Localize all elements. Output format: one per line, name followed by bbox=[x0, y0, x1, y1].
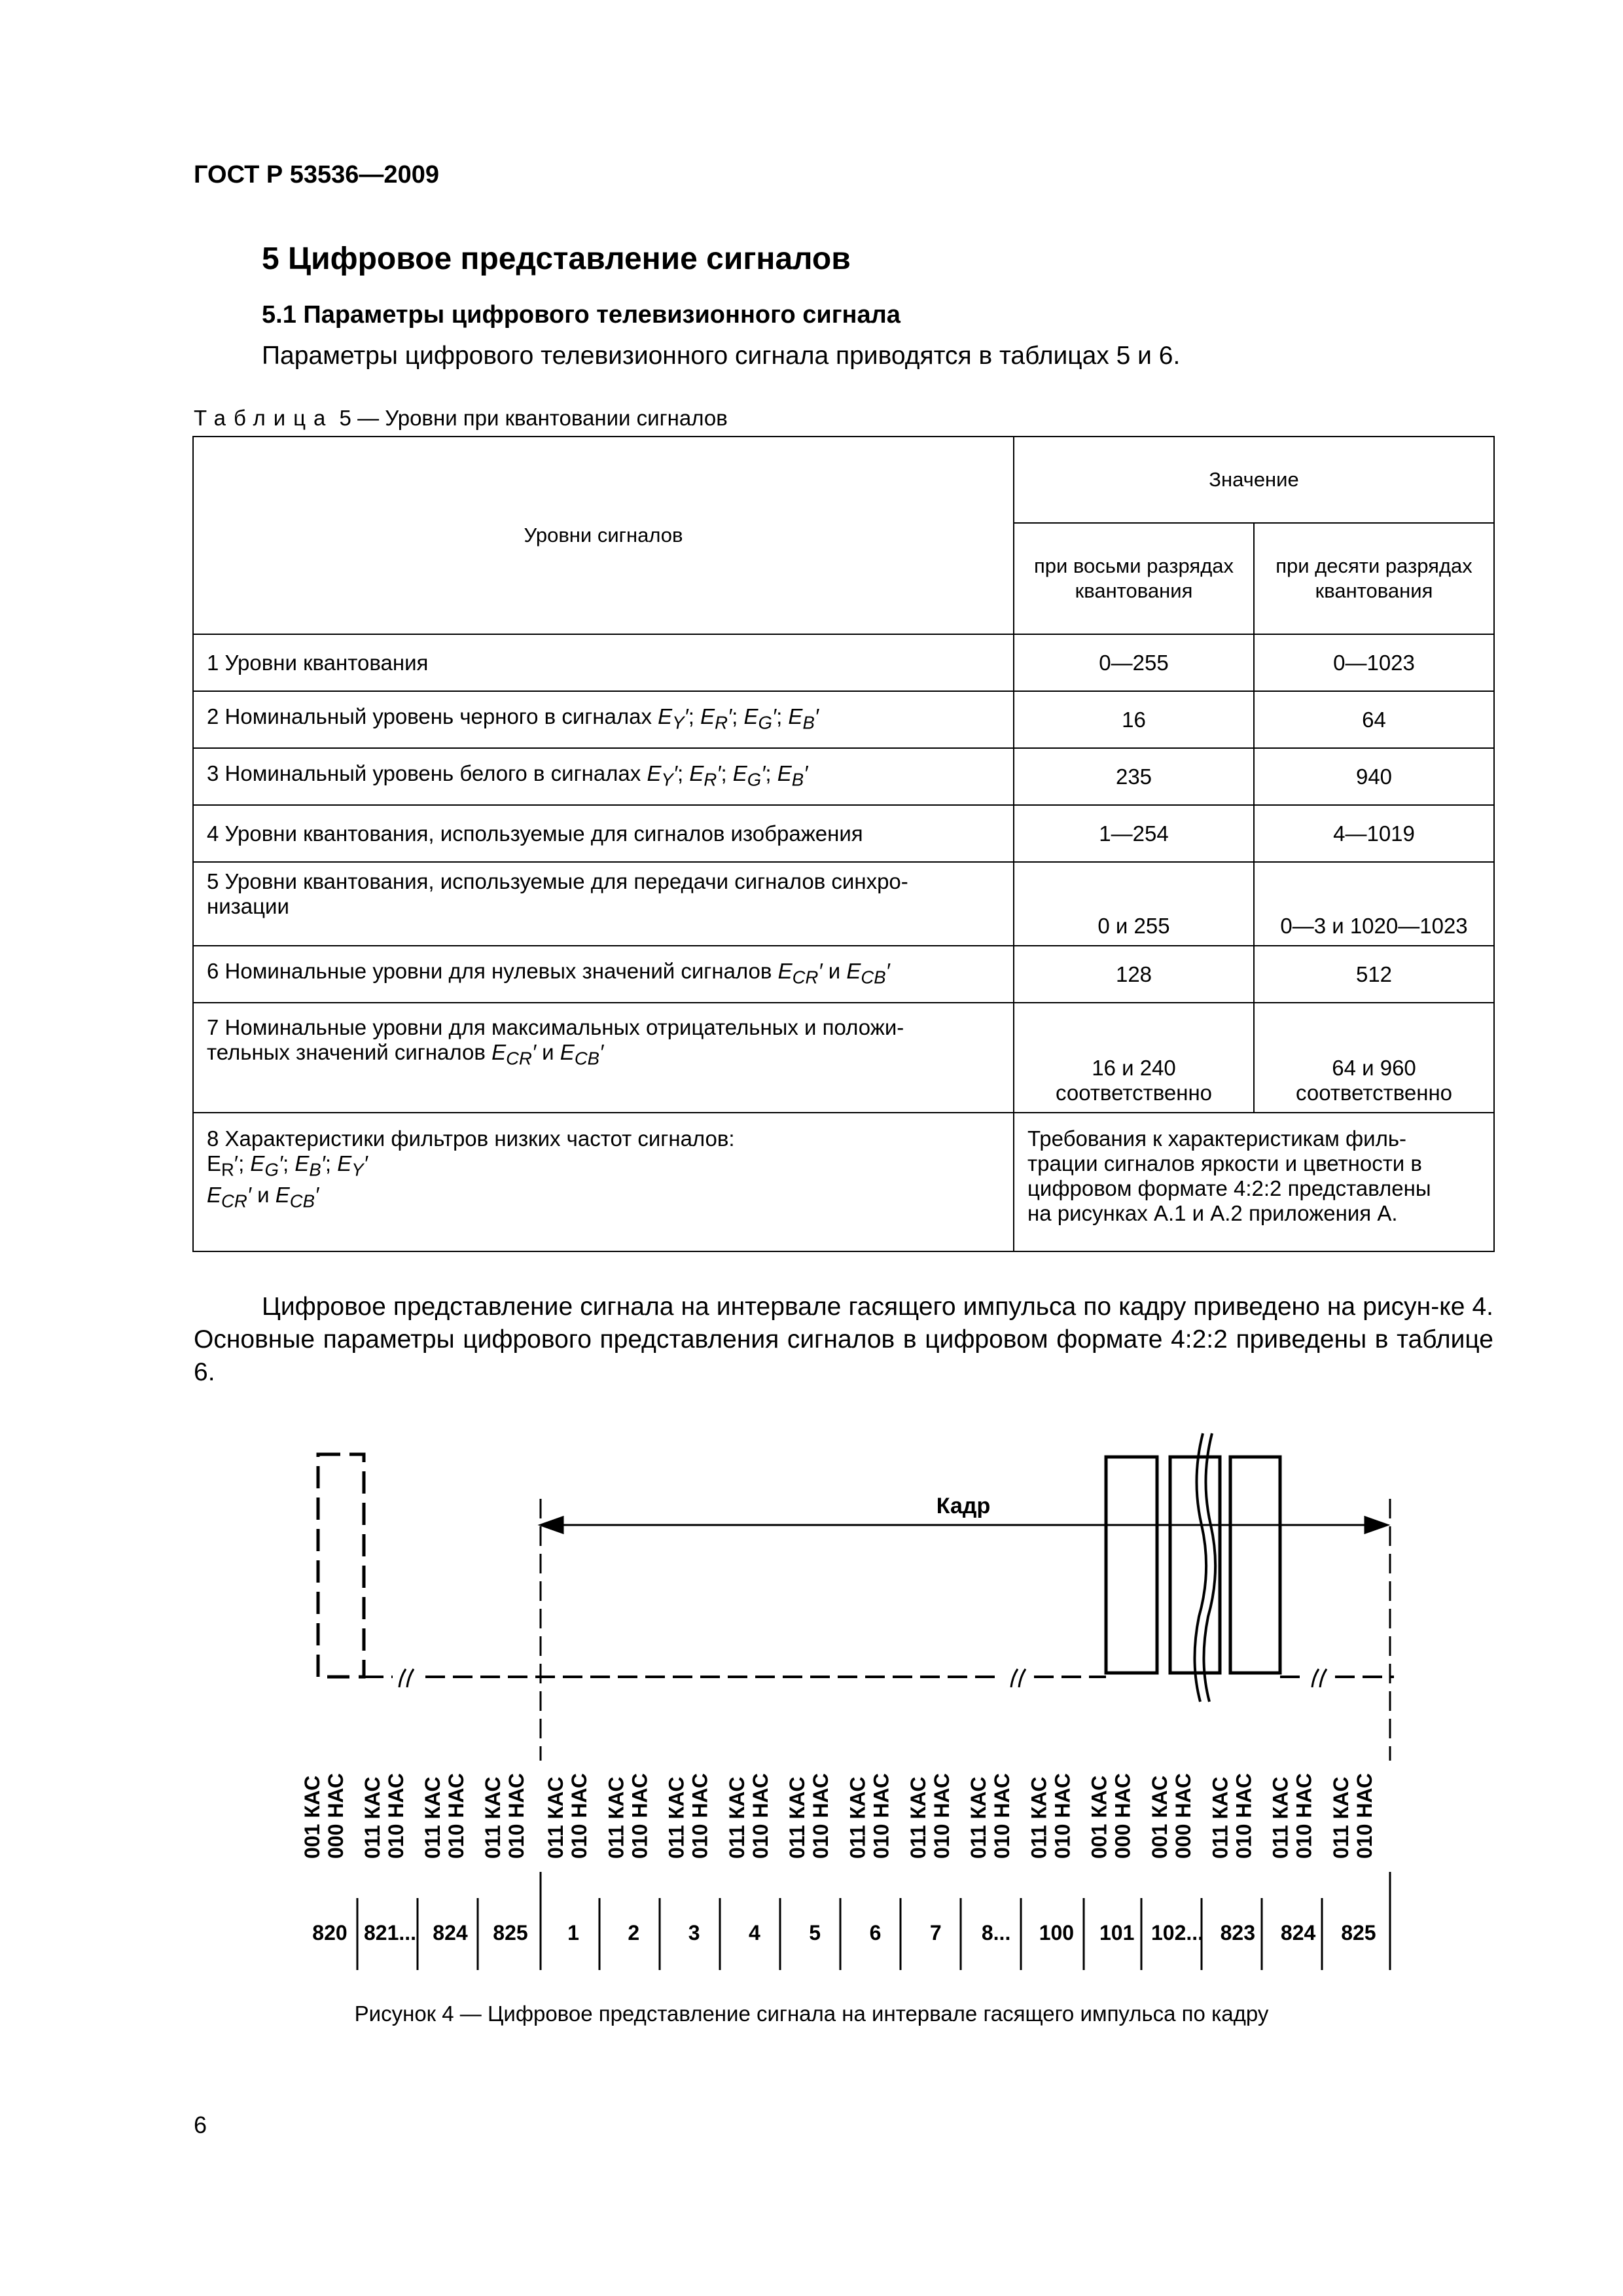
table-row bbox=[193, 1003, 1494, 1113]
sync-code-top: 011 КАС bbox=[967, 1776, 991, 1859]
body-paragraph: Цифровое представление сигнала на интервале гасящего импульса по кадру приведено на рисун-ке 4. Основные параметры цифрового представления сигналов в цифровом формате 4:2:2 приведены в таблице 6. bbox=[194, 1293, 1493, 1386]
sync-code-top: 011 КАС bbox=[604, 1776, 628, 1859]
table-row bbox=[193, 748, 1494, 805]
header-value: Значение bbox=[1014, 437, 1494, 523]
sync-code-bottom: 010 НАС bbox=[567, 1773, 591, 1859]
sync-code-bottom: 010 НАС bbox=[1292, 1773, 1316, 1859]
dashed-sync-box bbox=[318, 1454, 364, 1677]
line-number: 102... bbox=[1150, 1921, 1204, 1945]
value-8bit: 1—254 bbox=[1014, 805, 1254, 862]
sync-code-bottom: 000 НАС bbox=[324, 1773, 348, 1859]
sync-code-top: 011 КАС bbox=[906, 1776, 930, 1859]
value-8bit: 0 и 255 bbox=[1014, 862, 1254, 946]
table-row bbox=[193, 805, 1494, 862]
header-8bit: при восьми разрядах квантования bbox=[1014, 523, 1254, 634]
table-caption-text: 5 — Уровни при квантовании сигналов bbox=[333, 406, 728, 430]
sync-code-bottom: 010 НАС bbox=[1050, 1773, 1075, 1859]
row-label: 5 Уровни квантования, используемые для передачи сигналов синхро- низации bbox=[193, 862, 1014, 946]
sync-code-top: 011 КАС bbox=[1027, 1776, 1051, 1859]
row-label: 7 Номинальные уровни для максимальных отрицательных и положи- тельных значений сигналов $E_{CR}'$ и $E_{CB}'$ bbox=[193, 1003, 1014, 1113]
sync-code-top: 011 КАС bbox=[724, 1776, 749, 1859]
quantization-levels-table bbox=[192, 436, 1495, 1252]
filter-requirements-cell: Требования к характеристикам филь- трации сигналов яркости и цветности в цифровом формате 4:2:2 представлены на рисунках А.1 и А.2 приложения А. bbox=[1014, 1113, 1494, 1251]
value-10bit: 0—1023 bbox=[1254, 634, 1494, 691]
sync-code-bottom: 010 НАС bbox=[1232, 1773, 1256, 1859]
sync-code-bottom: 010 НАС bbox=[990, 1773, 1014, 1859]
row-label bbox=[193, 634, 1014, 691]
line-number: 7 bbox=[929, 1921, 942, 1945]
value-8bit: 128 bbox=[1014, 946, 1254, 1003]
line-number-separators bbox=[357, 1872, 1390, 1970]
line-number: 823 bbox=[1220, 1921, 1255, 1945]
row-label-text: 4 Уровни квантования, используемые для сигналов изображения bbox=[207, 821, 863, 846]
sync-code-top: 011 КАС bbox=[421, 1776, 444, 1859]
value-10bit: 0—3 и 1020—1023 bbox=[1254, 862, 1494, 946]
section-title: 5 Цифровое представление сигналов bbox=[262, 242, 851, 276]
sync-code-top: 011 КАС bbox=[361, 1776, 384, 1859]
line-number: 8... bbox=[981, 1921, 1011, 1945]
sync-code-bottom: 000 НАС bbox=[1171, 1773, 1195, 1859]
line-number: 821... bbox=[363, 1921, 417, 1945]
sync-code-top: 001 КАС bbox=[1148, 1775, 1171, 1859]
value-8bit: 16 и 240 соответственно bbox=[1014, 1003, 1254, 1113]
table-row bbox=[193, 946, 1494, 1003]
sync-code-top: 011 КАС bbox=[1329, 1776, 1353, 1859]
table-caption-word: Таблица bbox=[194, 406, 334, 430]
value-10bit: 64 bbox=[1254, 691, 1494, 748]
sync-code-bottom: 000 НАС bbox=[1111, 1773, 1135, 1859]
row-label: 3 Номинальный уровень белого в сигналах $E_Y'$; $E_R'$; $E_G'$; $E_B'$ bbox=[193, 748, 1014, 805]
sync-code-bottom: 010 НАС bbox=[505, 1773, 528, 1859]
sync-code-top: 011 КАС bbox=[481, 1776, 505, 1859]
line-number: 820 bbox=[312, 1921, 348, 1945]
table-caption bbox=[194, 406, 728, 431]
line-number: 825 bbox=[1341, 1921, 1376, 1945]
value-10bit: 4—1019 bbox=[1254, 805, 1494, 862]
line-break-icons bbox=[399, 1669, 1327, 1687]
value-8bit: 235 bbox=[1014, 748, 1254, 805]
line-number: 825 bbox=[493, 1921, 528, 1945]
sync-code-bottom: 010 НАС bbox=[929, 1773, 954, 1859]
line-number: 4 bbox=[749, 1921, 760, 1945]
sync-code-top: 001 КАС bbox=[1087, 1775, 1111, 1859]
row-label: 6 Номинальные уровни для нулевых значений сигналов $E_{CR}'$ и $E_{CB}'$ bbox=[193, 946, 1014, 1003]
document-header: ГОСТ Р 53536—2009 bbox=[194, 161, 439, 188]
sync-box-2 bbox=[1170, 1457, 1220, 1673]
line-number: 2 bbox=[628, 1921, 640, 1945]
line-number: 824 bbox=[1280, 1921, 1316, 1945]
sync-code-top: 011 КАС bbox=[544, 1776, 567, 1859]
table-row bbox=[193, 1113, 1494, 1251]
row-label bbox=[193, 805, 1014, 862]
sync-code-top: 011 КАС bbox=[1208, 1776, 1232, 1859]
sync-code-top: 001 КАС bbox=[300, 1775, 324, 1859]
sync-code-bottom: 010 НАС bbox=[748, 1773, 772, 1859]
value-8bit: 16 bbox=[1014, 691, 1254, 748]
table-row bbox=[193, 691, 1494, 748]
sync-code-bottom: 010 НАС bbox=[384, 1773, 408, 1859]
sync-code-top: 011 КАС bbox=[785, 1776, 810, 1859]
sync-code-top: 011 КАС bbox=[1268, 1776, 1293, 1859]
sync-box-3 bbox=[1230, 1457, 1280, 1673]
header-10bit: при десяти разрядах квантования bbox=[1254, 523, 1494, 634]
intro-paragraph: Параметры цифрового телевизионного сигнала приводятся в таблицах 5 и 6. bbox=[262, 342, 1181, 370]
line-number: 824 bbox=[433, 1921, 468, 1945]
line-number: 5 bbox=[809, 1921, 821, 1945]
frame-arrow bbox=[541, 1517, 1387, 1533]
sync-code-bottom: 010 НАС bbox=[869, 1773, 893, 1859]
value-10bit: 512 bbox=[1254, 946, 1494, 1003]
sync-code-top: 011 КАС bbox=[846, 1776, 870, 1859]
line-number: 6 bbox=[869, 1921, 882, 1945]
break-mark-icon bbox=[1194, 1433, 1215, 1702]
sync-box-1 bbox=[1106, 1457, 1157, 1673]
table-row bbox=[193, 634, 1494, 691]
sync-code-bottom: 010 НАС bbox=[688, 1773, 712, 1859]
line-number: 100 bbox=[1039, 1921, 1075, 1945]
sync-code-top: 011 КАС bbox=[664, 1776, 688, 1859]
frame-label: Кадр bbox=[936, 1494, 991, 1518]
row-label: 8 Характеристики фильтров низких частот сигналов: $E_R'$; $E_G'$; $E_B'$; $E_Y'$ $E_{CR}'$ и $E_{CB}'$ bbox=[193, 1113, 1014, 1251]
row-label: 2 Номинальный уровень черного в сигналах $E_Y'$; $E_R'$; $E_G'$; $E_B'$ bbox=[193, 691, 1014, 748]
line-number: 3 bbox=[688, 1921, 700, 1945]
page-number: 6 bbox=[194, 2111, 207, 2138]
line-number: 101 bbox=[1099, 1921, 1135, 1945]
header-signal-levels: Уровни сигналов bbox=[193, 437, 1014, 634]
sync-code-bottom: 010 НАС bbox=[1352, 1773, 1376, 1859]
value-8bit: 0—255 bbox=[1014, 634, 1254, 691]
value-10bit: 64 и 960 соответственно bbox=[1254, 1003, 1494, 1113]
value-10bit: 940 bbox=[1254, 748, 1494, 805]
line-number: 1 bbox=[567, 1921, 579, 1945]
table-row bbox=[193, 862, 1494, 946]
row-label-text: 1 Уровни квантования bbox=[207, 650, 429, 675]
subsection-title: 5.1 Параметры цифрового телевизионного сигнала bbox=[262, 301, 901, 329]
sync-code-bottom: 010 НАС bbox=[444, 1773, 468, 1859]
sync-code-bottom: 010 НАС bbox=[809, 1773, 833, 1859]
sync-code-bottom: 010 НАС bbox=[628, 1773, 652, 1859]
figure-caption: Рисунок 4 — Цифровое представление сигнала на интервале гасящего импульса по кадру bbox=[354, 2001, 1269, 2026]
